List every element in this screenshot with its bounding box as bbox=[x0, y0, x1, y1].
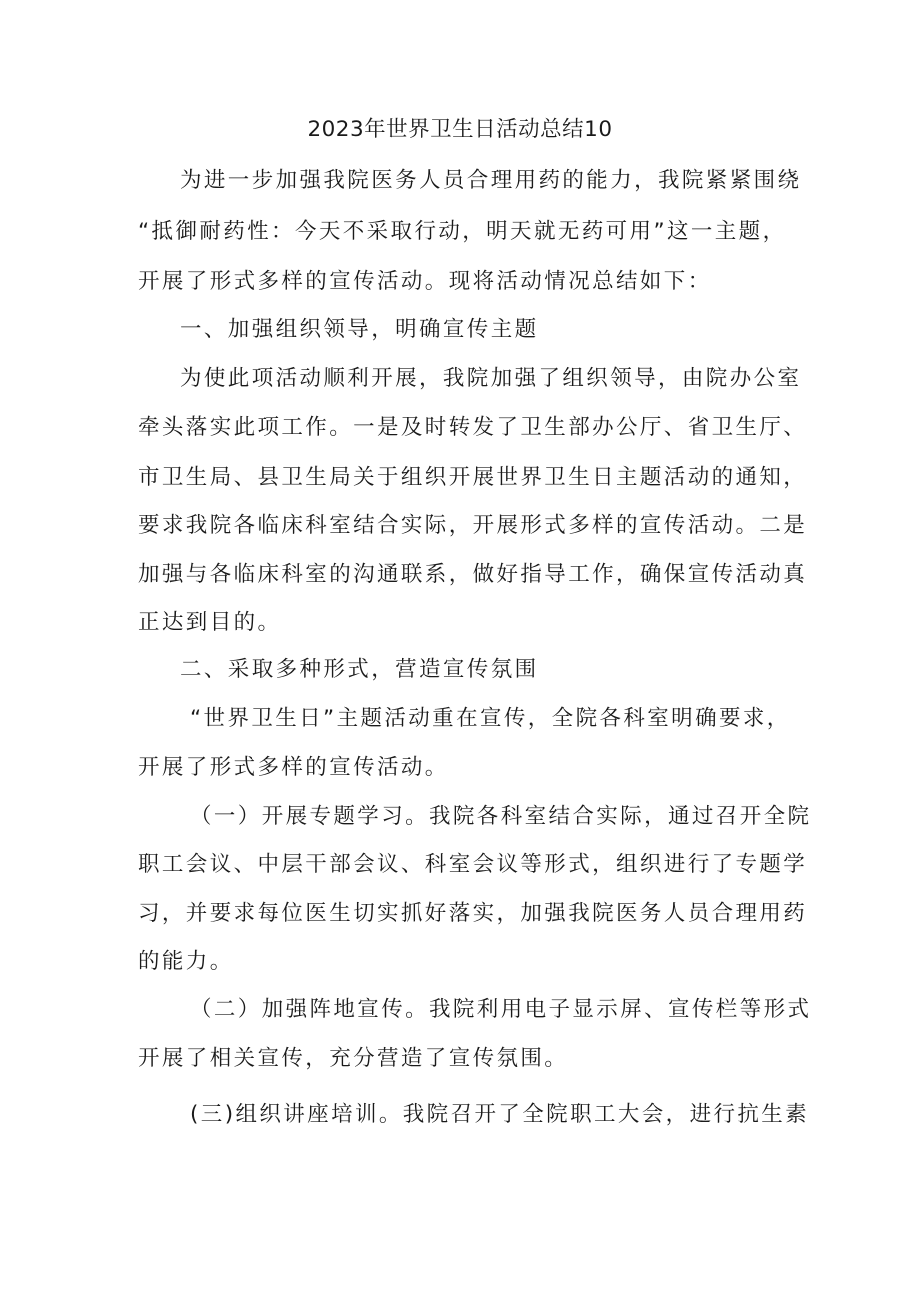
paragraph-line: 开展了相关宣传，充分营造了宣传氛围。 bbox=[138, 1046, 569, 1071]
paragraph-line: 职工会议、中层干部会议、科室会议等形式，组织进行了专题学 bbox=[138, 852, 808, 877]
paragraph-line: 加强与各临床科室的沟通联系，做好指导工作，确保宣传活动真 bbox=[138, 562, 808, 587]
paragraph-line: 开展了形式多样的宣传活动。 bbox=[138, 755, 449, 780]
paragraph-line: 为使此项活动顺利开展，我院加强了组织领导，由院办公室 bbox=[180, 366, 802, 391]
document-title: 2023年世界卫生日活动总结10 bbox=[307, 117, 613, 142]
paragraph-line: “抵御耐药性：今天不采取行动，明天就无药可用”这一主题， bbox=[138, 219, 787, 244]
paragraph-line: 牵头落实此项工作。一是及时转发了卫生部办公厅、省卫生厅、 bbox=[138, 415, 808, 440]
paragraph-line: 市卫生局、县卫生局关于组织开展世界卫生日主题活动的通知， bbox=[138, 465, 808, 490]
paragraph-line: （二）加强阵地宣传。我院利用电子显示屏、宣传栏等形式 bbox=[190, 997, 812, 1022]
paragraph-line: 要求我院各临床科室结合实际，开展形式多样的宣传活动。二是 bbox=[138, 513, 808, 538]
paragraph-line: 的能力。 bbox=[138, 949, 234, 974]
paragraph-line: 正达到目的。 bbox=[138, 610, 282, 635]
paragraph-line: (三)组织讲座培训。我院召开了全院职工大会，进行抗生素 bbox=[190, 1102, 810, 1127]
paragraph-line: “世界卫生日”主题活动重在宣传，全院各科室明确要求， bbox=[190, 706, 791, 731]
section-heading: 二、采取多种形式，营造宣传氛围 bbox=[180, 657, 539, 682]
paragraph-line: （一）开展专题学习。我院各科室结合实际，通过召开全院 bbox=[190, 804, 812, 829]
paragraph-line: 习，并要求每位医生切实抓好落实，加强我院医务人员合理用药 bbox=[138, 901, 808, 926]
paragraph-line: 开展了形式多样的宣传活动。现将活动情况总结如下： bbox=[138, 269, 712, 294]
section-heading: 一、加强组织领导，明确宣传主题 bbox=[180, 317, 539, 342]
paragraph-line: 为进一步加强我院医务人员合理用药的能力，我院紧紧围绕 bbox=[180, 168, 802, 193]
